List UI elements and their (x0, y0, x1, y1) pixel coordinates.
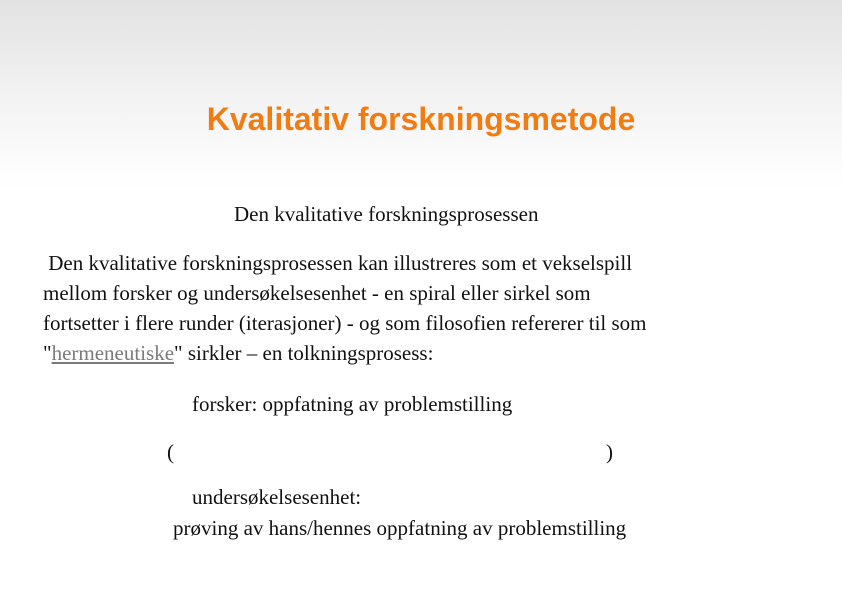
line-4-suffix: " sirkler – en tolkningsprosess: (174, 341, 434, 365)
cycle-right-paren: ) (606, 440, 613, 464)
cycle-top-text: forsker: oppfatning av problemstilling (192, 392, 513, 416)
paragraph-line-4 (43, 338, 813, 368)
slide-title: Kvalitativ forskningsmetode (206, 101, 636, 137)
body-paragraph (43, 248, 813, 368)
paragraph-line-2: mellom forsker og undersøkelsesenhet - en spiral eller sirkel som (43, 281, 591, 305)
slide-subtitle: Den kvalitative forskningsprosessen (234, 202, 539, 226)
quote-open: " (43, 341, 52, 365)
paragraph-line-1: Den kvalitative forskningsprosessen kan illustreres som et vekselspill (43, 251, 633, 275)
cycle-bottom-line-2: prøving av hans/hennes oppfatning av problemstilling (173, 516, 627, 540)
paragraph-line-3: fortsetter i flere runder (iterasjoner) - og som filosofien refererer til som (43, 311, 647, 335)
cycle-bottom-line-1: undersøkelsesenhet: (192, 485, 362, 509)
hermeneutiske-link[interactable]: hermeneutiske (51, 341, 175, 365)
cycle-left-paren: ( (167, 440, 174, 464)
